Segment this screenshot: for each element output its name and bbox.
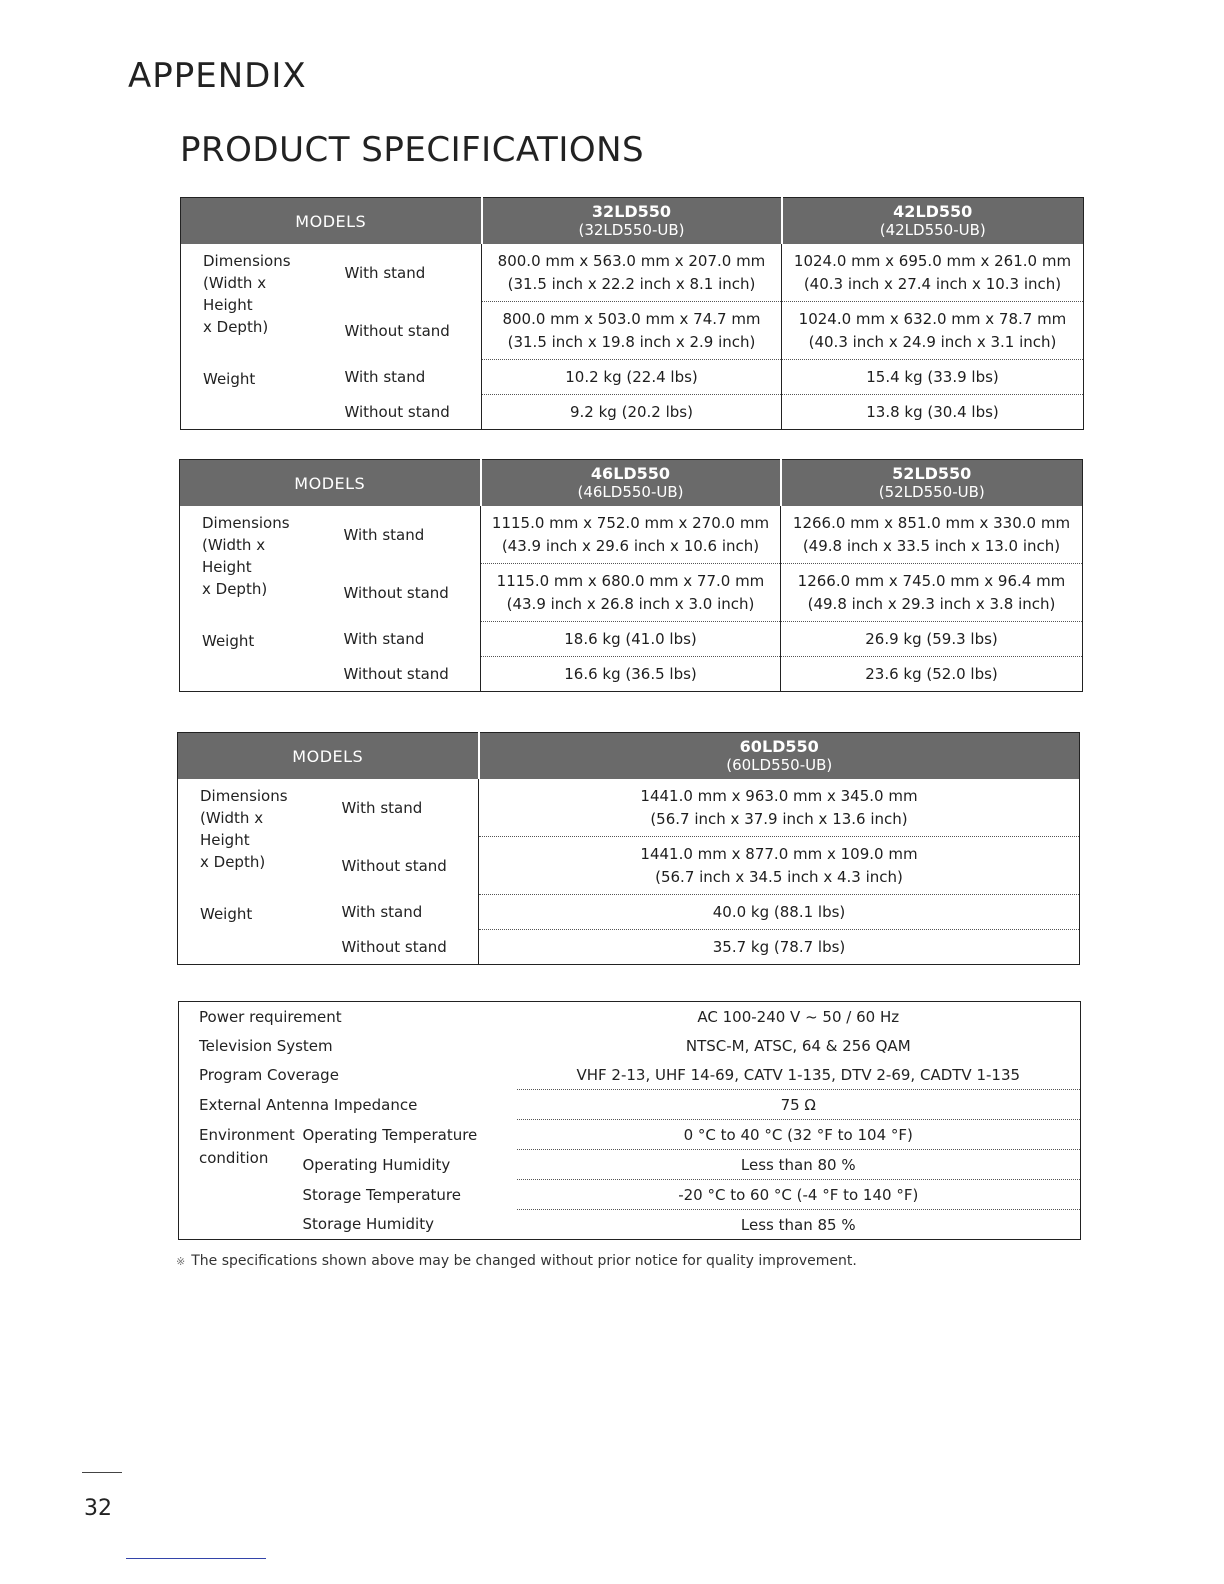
dimensions-value: 1024.0 mm x 695.0 mm x 261.0 mm (40.3 inch x 27.4 inch x 10.3 inch) <box>782 244 1084 302</box>
table-row <box>179 1180 1081 1210</box>
antenna-impedance-value: 75 Ω <box>517 1090 1081 1120</box>
operating-humidity-value: Less than 80 % <box>517 1150 1081 1180</box>
storage-humidity-value: Less than 85 % <box>740 1215 856 1234</box>
table-row <box>179 1090 1081 1120</box>
dimensions-value: 1115.0 mm x 752.0 mm x 270.0 mm (43.9 inch x 29.6 inch x 10.6 inch) <box>481 506 781 564</box>
model-name: 60LD550 <box>739 737 819 756</box>
without-stand-label: Without stand <box>341 856 447 875</box>
table-header-row <box>180 460 1083 507</box>
weight-value: 15.4 kg (33.9 lbs) <box>782 360 1084 395</box>
power-label: Power requirement <box>199 1007 342 1026</box>
page-title: PRODUCT SPECIFICATIONS <box>180 130 645 170</box>
table-row <box>179 1002 1081 1032</box>
table-row <box>179 1120 1081 1150</box>
dimensions-label: Dimensions (Width x Height x Depth) <box>200 787 288 871</box>
table-header-row <box>178 733 1080 780</box>
general-spec-table <box>178 1001 1081 1240</box>
page-rule-top <box>82 1472 122 1473</box>
footnote-text: The specifications shown above may be changed without prior notice for quality improvement. <box>191 1253 857 1269</box>
model-name: 52LD550 <box>892 464 972 483</box>
models-header: MODELS <box>178 733 479 780</box>
table-row <box>181 360 1084 395</box>
model-header-46ld550 <box>481 460 781 507</box>
without-stand-label: Without stand <box>343 664 449 683</box>
model-header-42ld550 <box>782 198 1084 245</box>
without-stand-label: Without stand <box>343 583 449 602</box>
table-row <box>180 506 1083 564</box>
page-rule-bottom <box>126 1558 266 1559</box>
section-title: APPENDIX <box>128 56 307 96</box>
footnote <box>176 1253 857 1269</box>
weight-value: 35.7 kg (78.7 lbs) <box>479 930 1080 965</box>
table-row <box>179 1150 1081 1180</box>
with-stand-label: With stand <box>344 368 426 386</box>
dimensions-value: 1266.0 mm x 851.0 mm x 330.0 mm (49.8 inch x 33.5 inch x 13.0 inch) <box>781 506 1083 564</box>
without-stand-label: Without stand <box>344 321 450 340</box>
without-stand-label: Without stand <box>341 937 447 956</box>
page-number: 32 <box>84 1496 112 1521</box>
storage-humidity-label: Storage Humidity <box>302 1215 434 1234</box>
dimensions-label: Dimensions (Width x Height x Depth) <box>203 252 291 336</box>
model-name: 32LD550 <box>591 202 672 221</box>
dimensions-value: 1266.0 mm x 745.0 mm x 96.4 mm (49.8 inch x 29.3 inch x 3.8 inch) <box>781 564 1083 622</box>
model-code: (46LD550-UB) <box>577 483 684 501</box>
tv-system-label: Television System <box>199 1036 333 1055</box>
storage-temperature-label: Storage Temperature <box>302 1185 461 1204</box>
table-row <box>178 779 1080 837</box>
note-mark-icon: ※ <box>176 1255 186 1268</box>
spec-table-60 <box>177 732 1080 965</box>
with-stand-label: With stand <box>341 903 423 921</box>
dimensions-value: 1441.0 mm x 877.0 mm x 109.0 mm (56.7 inch x 34.5 inch x 4.3 inch) <box>479 837 1080 895</box>
models-header: MODELS <box>181 198 482 245</box>
program-coverage-value: VHF 2-13, UHF 14-69, CATV 1-135, DTV 2-69, CADTV 1-135 <box>517 1060 1081 1090</box>
with-stand-label: With stand <box>344 263 426 282</box>
dimensions-value: 1441.0 mm x 963.0 mm x 345.0 mm (56.7 inch x 37.9 inch x 13.6 inch) <box>479 779 1080 837</box>
power-value: AC 100-240 V ~ 50 / 60 Hz <box>697 1007 900 1026</box>
dimensions-label: Dimensions (Width x Height x Depth) <box>202 514 290 598</box>
weight-label: Weight <box>203 369 256 388</box>
environment-label: Environment condition <box>199 1125 295 1167</box>
weight-value: 40.0 kg (88.1 lbs) <box>479 895 1080 930</box>
operating-temperature-value: 0 °C to 40 °C (32 °F to 104 °F) <box>517 1120 1081 1150</box>
table-row <box>178 895 1080 930</box>
tv-system-value: NTSC-M, ATSC, 64 & 256 QAM <box>685 1036 911 1055</box>
with-stand-label: With stand <box>343 630 425 648</box>
model-code: (32LD550-UB) <box>578 221 685 239</box>
table-row <box>180 622 1083 657</box>
table-row <box>179 1060 1081 1090</box>
model-header-60ld550 <box>479 733 1080 780</box>
dimensions-value: 800.0 mm x 563.0 mm x 207.0 mm (31.5 inch x 22.2 inch x 8.1 inch) <box>482 244 782 302</box>
antenna-impedance-label: External Antenna Impedance <box>199 1095 418 1114</box>
model-code: (60LD550-UB) <box>726 756 833 774</box>
weight-value: 9.2 kg (20.2 lbs) <box>482 395 782 430</box>
operating-humidity-label: Operating Humidity <box>302 1155 451 1174</box>
model-code: (42LD550-UB) <box>879 221 986 239</box>
dimensions-value: 1024.0 mm x 632.0 mm x 78.7 mm (40.3 inch x 24.9 inch x 3.1 inch) <box>782 302 1084 360</box>
without-stand-label: Without stand <box>344 402 450 421</box>
model-code: (52LD550-UB) <box>878 483 985 501</box>
model-header-32ld550 <box>482 198 782 245</box>
weight-label: Weight <box>200 904 253 923</box>
table-row <box>181 244 1084 302</box>
model-header-52ld550 <box>781 460 1083 507</box>
model-name: 42LD550 <box>893 202 973 221</box>
weight-value: 26.9 kg (59.3 lbs) <box>781 622 1083 657</box>
table-row <box>179 1210 1081 1240</box>
weight-value: 10.2 kg (22.4 lbs) <box>482 360 782 395</box>
with-stand-label: With stand <box>341 798 423 817</box>
weight-value: 18.6 kg (41.0 lbs) <box>481 622 781 657</box>
weight-value: 13.8 kg (30.4 lbs) <box>782 395 1084 430</box>
dimensions-value: 1115.0 mm x 680.0 mm x 77.0 mm (43.9 inch x 26.8 inch x 3.0 inch) <box>481 564 781 622</box>
weight-value: 16.6 kg (36.5 lbs) <box>481 657 781 692</box>
dimensions-value: 800.0 mm x 503.0 mm x 74.7 mm (31.5 inch x 19.8 inch x 2.9 inch) <box>482 302 782 360</box>
program-coverage-label: Program Coverage <box>199 1065 339 1084</box>
table-header-row <box>181 198 1084 245</box>
weight-value: 23.6 kg (52.0 lbs) <box>781 657 1083 692</box>
spec-table-46-52 <box>179 459 1083 692</box>
weight-label: Weight <box>202 631 255 650</box>
table-row <box>179 1031 1081 1060</box>
model-name: 46LD550 <box>590 464 671 483</box>
storage-temperature-value: -20 °C to 60 °C (-4 °F to 140 °F) <box>517 1180 1081 1210</box>
with-stand-label: With stand <box>343 525 425 544</box>
operating-temperature-label: Operating Temperature <box>302 1125 478 1144</box>
spec-table-32-42 <box>180 197 1084 430</box>
models-header: MODELS <box>180 460 481 507</box>
